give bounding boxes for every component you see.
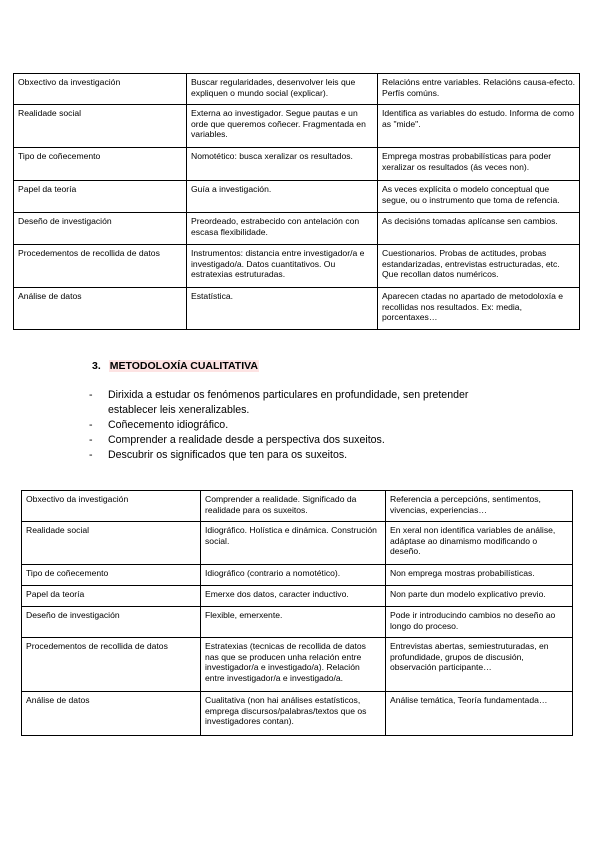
row-description: Idiográfico (contrario a nomotético). [201, 565, 386, 586]
list-item [89, 448, 509, 463]
row-description: Externa ao investigador. Segue pautas e un orde que queremos coñecer. Fragmentada en variables. [187, 105, 378, 148]
row-label: Tipo de coñecemento [22, 565, 201, 586]
section-heading [92, 360, 259, 372]
bullet-list [89, 388, 509, 463]
row-detail: Non parte dun modelo explicativo previo. [386, 586, 573, 607]
table-row [22, 638, 573, 692]
row-description: Comprender a realidade. Significado da realidade para os suxeitos. [201, 491, 386, 522]
bullet-dash: - [89, 419, 93, 431]
table-row [22, 522, 573, 565]
row-label: Tipo de coñecemento [14, 148, 187, 181]
qualitative-comparison-table [21, 490, 573, 736]
row-description: Buscar regularidades, desenvolver leis que expliquen o mundo social (explicar). [187, 74, 378, 105]
row-label: Realidade social [14, 105, 187, 148]
table-row [14, 148, 580, 181]
bullet-dash: - [89, 449, 93, 461]
row-description: Instrumentos: distancia entre investigador/a e investigado/a. Datos cuantitativos. Ou estratexias estruturadas. [187, 245, 378, 288]
list-item [89, 418, 509, 433]
bullet-dash: - [89, 434, 93, 446]
table-row [14, 74, 580, 105]
row-detail: Referencia a percepcións, sentimentos, vivencias, experiencias… [386, 491, 573, 522]
bullet-text: Coñecemento idiográfico. [108, 419, 229, 431]
row-description: Cualitativa (non hai análises estatísticos, emprega discursos/palabras/textos que os investigadores contan). [201, 692, 386, 736]
row-detail: En xeral non identifica variables de análise, adáptase ao dinamismo modificando o deseño. [386, 522, 573, 565]
table-row [22, 692, 573, 736]
row-detail: Relacións entre variables. Relacións causa-efecto. Perfís comúns. [378, 74, 580, 105]
row-description: Guía a investigación. [187, 181, 378, 213]
bullet-text: Descubrir os significados que ten para os suxeitos. [108, 449, 348, 461]
row-label: Procedementos de recollida de datos [14, 245, 187, 288]
row-detail: Identifica as variables do estudo. Informa de como as "mide". [378, 105, 580, 148]
row-detail: Entrevistas abertas, semiestruturadas, en profundidade, grupos de discusión, observación participante… [386, 638, 573, 692]
row-label: Procedementos de recollida de datos [22, 638, 201, 692]
bullet-dash: - [89, 389, 93, 401]
row-detail: Aparecen ctadas no apartado de metodoloxía e recollidas nos resultados. Ex: media, porcentaxes… [378, 288, 580, 330]
row-description: Flexible, emerxente. [201, 607, 386, 638]
row-description: Idiográfico. Holística e dinámica. Construción social. [201, 522, 386, 565]
row-label: Realidade social [22, 522, 201, 565]
row-detail: As decisións tomadas aplícanse sen cambios. [378, 213, 580, 245]
section-title: METODOLOXÍA CUALITATIVA [109, 360, 258, 372]
row-detail: Cuestionarios. Probas de actitudes, probas estandarizadas, entrevistas estructuradas, etc. Que recollan datos numéricos. [378, 245, 580, 288]
table-row [22, 491, 573, 522]
list-item [89, 433, 509, 448]
row-description: Emerxe dos datos, caracter inductivo. [201, 586, 386, 607]
bullet-text: Dirixida a estudar os fenómenos particulares en profundidade, sen pretender establecer leis xeneralizables. [108, 389, 469, 416]
row-detail: Análise temática, Teoría fundamentada… [386, 692, 573, 736]
list-item [89, 388, 509, 418]
row-label: Obxectivo da investigación [14, 74, 187, 105]
row-description: Estratexias (tecnicas de recollida de datos nas que se producen unha relación entre investigador/a e investigado/a). Relación entre investigador/a e investigado/a. [201, 638, 386, 692]
table-row [14, 213, 580, 245]
row-detail: Emprega mostras probabilísticas para poder xeralizar os resultados (ás veces non). [378, 148, 580, 181]
table-row [14, 288, 580, 330]
row-label: Deseño de investigación [22, 607, 201, 638]
row-label: Papel da teoría [22, 586, 201, 607]
row-description: Preordeado, estrabecido con antelación con escasa flexibilidade. [187, 213, 378, 245]
row-description: Nomotético: busca xeralizar os resultados. [187, 148, 378, 181]
table-row [22, 607, 573, 638]
row-label: Análise de datos [22, 692, 201, 736]
table-row [22, 586, 573, 607]
bullet-text: Comprender a realidade desde a perspectiva dos suxeitos. [108, 434, 385, 446]
section-number: 3. [92, 360, 101, 372]
row-label: Obxectivo da investigación [22, 491, 201, 522]
table-row [22, 565, 573, 586]
row-description: Estatística. [187, 288, 378, 330]
table-row [14, 245, 580, 288]
table-row [14, 181, 580, 213]
row-detail: Non emprega mostras probabilísticas. [386, 565, 573, 586]
row-label: Análise de datos [14, 288, 187, 330]
table-row [14, 105, 580, 148]
row-detail: Pode ir introducindo cambios no deseño ao longo do proceso. [386, 607, 573, 638]
row-label: Deseño de investigación [14, 213, 187, 245]
quantitative-comparison-table [13, 73, 580, 330]
row-label: Papel da teoría [14, 181, 187, 213]
row-detail: As veces explícita o modelo conceptual que segue, ou o instrumento que toma de refencia. [378, 181, 580, 213]
